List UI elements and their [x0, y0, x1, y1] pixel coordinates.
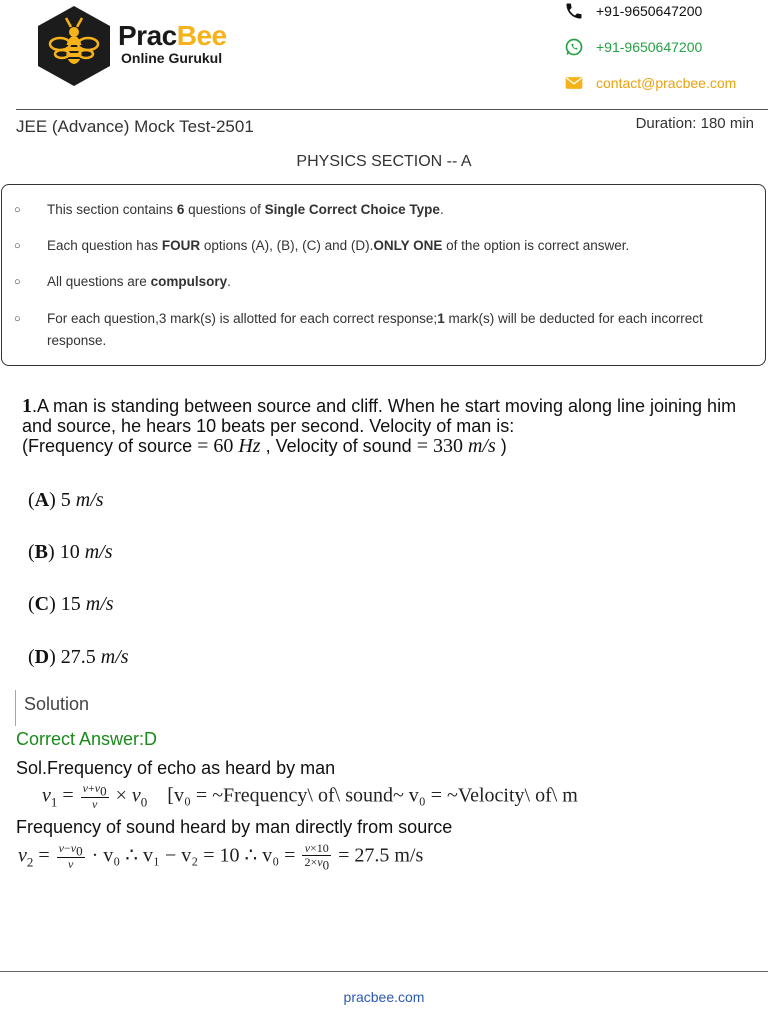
option-b[interactable]: (B) 10 m/s	[28, 541, 113, 563]
question-text: 1.A man is standing between source and cliff. When he start moving along line joining him and source, he hears 10 beats per second. Velocity of man is: (Frequency of source = 60 Hz , Velocity of sound = 330 m/s )	[22, 395, 737, 457]
equation-1: $v_1$ = $\frac{v+v_0}{v}$ × $v_0$ [v₀ = ~Frequency\ of\ sound~ v₀ = ~Velocity\ of\ m	[42, 782, 578, 812]
email-address: contact@pracbee.com	[596, 75, 737, 91]
test-title: JEE (Advance) Mock Test-2501	[16, 117, 254, 136]
bullet-icon: ○	[14, 276, 21, 288]
phone-contact[interactable]	[564, 0, 702, 22]
email-contact[interactable]	[564, 72, 736, 94]
bullet-icon: ○	[14, 313, 21, 325]
pracbee-logo	[36, 4, 112, 88]
solution-line: Frequency of sound heard by man directly from source	[16, 817, 453, 837]
brand-name: PracBee	[118, 20, 227, 51]
footer-link[interactable]: pracbee.com	[343, 989, 425, 1005]
brand-subtitle: Online Gurukul	[121, 50, 223, 66]
option-d[interactable]: (D) 27.5 m/s	[28, 646, 129, 668]
solution-marker	[15, 690, 16, 726]
duration: Duration: 180 min	[635, 115, 754, 132]
equation-2: $v_2$ = $\frac{v-v_0}{v}$ · v₀ ∴ v₁ − v₂ = 10 ∴ v₀ = $\frac{v\times 10}{2\times v_0}$ = 27.5 m/s	[18, 841, 424, 873]
header-divider	[16, 109, 768, 110]
whatsapp-icon	[564, 37, 584, 57]
phone-number: +91-9650647200	[596, 3, 703, 19]
instruction-item: ○ Each question has FOUR options (A), (B), (C) and (D).ONLY ONE of the option is correct answer.	[16, 235, 746, 257]
bullet-icon: ○	[14, 240, 21, 252]
option-a[interactable]: (A) 5 m/s	[28, 489, 104, 511]
whatsapp-number: +91-9650647200	[596, 39, 703, 55]
section-title: PHYSICS SECTION -- A	[296, 153, 472, 170]
bullet-icon: ○	[14, 204, 21, 216]
correct-answer: Correct Answer:D	[16, 729, 158, 749]
phone-icon	[564, 1, 584, 21]
email-icon	[564, 73, 584, 93]
instruction-item: ○ For each question,3 mark(s) is allotted for each correct response;1 mark(s) will be deducted for each incorrect response.	[16, 308, 746, 352]
solution-heading: Solution	[24, 694, 90, 714]
option-c[interactable]: (C) 15 m/s	[28, 593, 114, 615]
instruction-item: ○ All questions are compulsory.	[16, 271, 746, 293]
instruction-item: ○ This section contains 6 questions of Single Correct Choice Type.	[16, 199, 746, 221]
whatsapp-contact[interactable]	[564, 36, 702, 58]
solution-line: Sol.Frequency of echo as heard by man	[16, 758, 336, 778]
footer-divider	[0, 971, 768, 972]
